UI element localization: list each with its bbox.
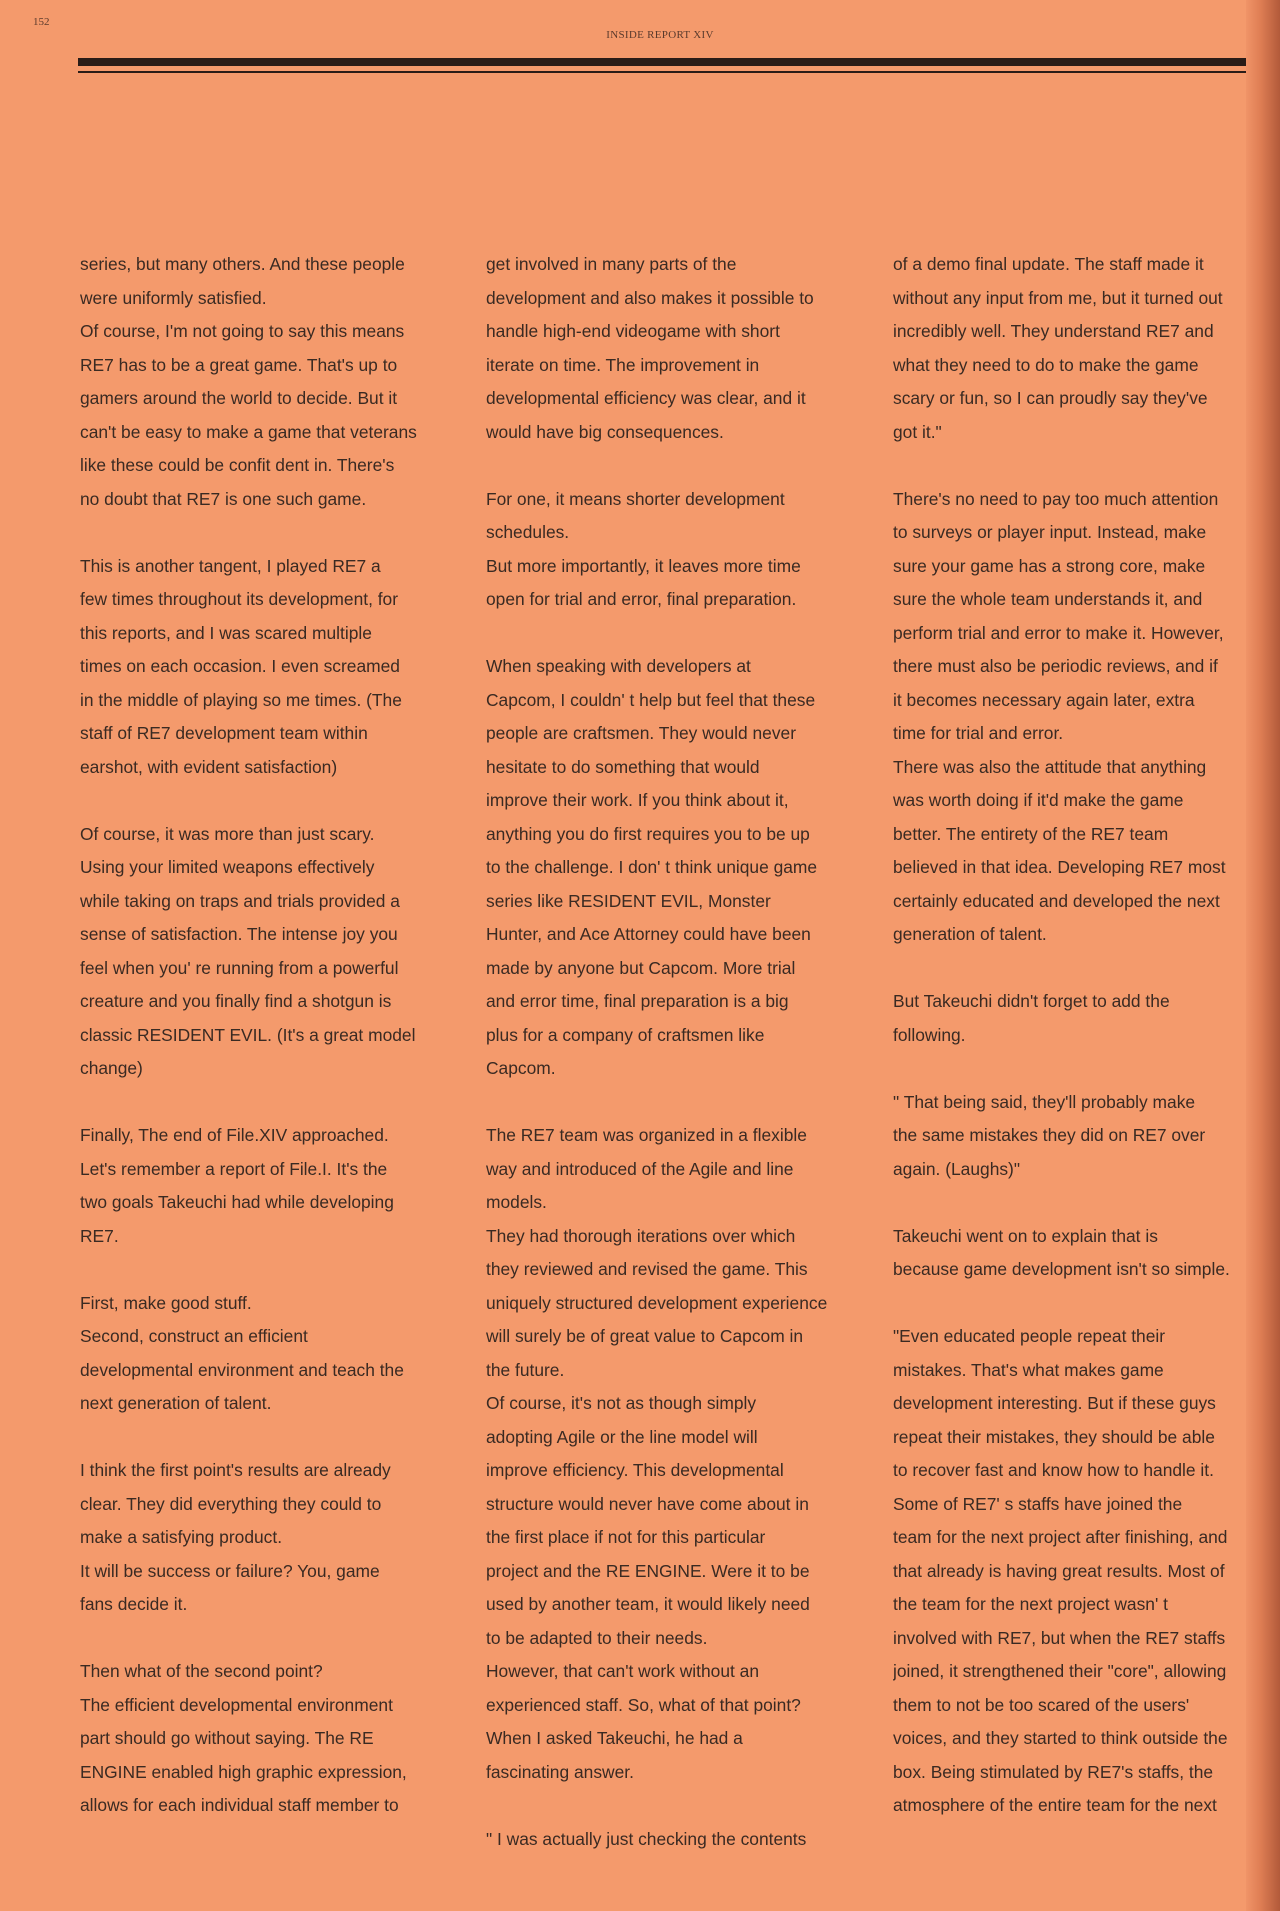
text-line: make a satisfying product. (80, 1527, 283, 1547)
text-line: Let's remember a report of File.I. It's the (80, 1158, 388, 1179)
text-line: Capcom, I couldn' t help but feel that these (486, 689, 816, 710)
text-line: When I asked Takeuchi, he had a (486, 1728, 743, 1748)
text-line: was worth doing if it'd make the game (893, 790, 1184, 810)
text-line: sure your game has a strong core, make (893, 555, 1206, 576)
text-line: to recover fast and know how to handle it. (893, 1460, 1214, 1480)
paragraph-gap (80, 1622, 442, 1656)
text-line: Using your limited weapons effectively (80, 857, 375, 877)
text-line: sure the whole team understands it, and (893, 589, 1203, 609)
text-column-2 (486, 248, 848, 1856)
text-line: without any input from me, but it turned out (893, 287, 1223, 308)
text-line: Takeuchi went on to explain that is (893, 1225, 1158, 1246)
text-line: there must also be periodic reviews, and if (893, 656, 1218, 676)
text-line: project and the RE ENGINE. Were it to be (486, 1560, 810, 1581)
text-line: believed in that idea. Developing RE7 most (893, 857, 1226, 877)
text-line: change) (80, 1058, 143, 1078)
text-line: "Even educated people repeat their (893, 1326, 1166, 1346)
paragraph-gap (893, 1186, 1246, 1220)
text-line: to surveys or player input. Instead, make (893, 522, 1207, 542)
text-line: joined, it strengthened their "core", allowing (893, 1661, 1227, 1681)
page-number: 152 (33, 16, 50, 28)
text-line: them to not be too scared of the users' (893, 1694, 1190, 1715)
text-line: earshot, with evident satisfaction) (80, 756, 338, 777)
text-line: voices, and they started to think outside the (893, 1728, 1228, 1748)
text-line: like these could be confit dent in. There's (80, 455, 395, 475)
text-line: time for trial and error. (893, 723, 1064, 743)
text-line: in the middle of playing so me times. (The (80, 689, 402, 710)
text-line: this reports, and I was scared multiple (80, 622, 372, 643)
text-line: However, that can't work without an (486, 1661, 760, 1681)
paragraph-gap (486, 617, 848, 651)
text-line: while taking on traps and trials provided a (80, 890, 400, 911)
paragraph-gap (80, 1253, 442, 1287)
text-line: to the challenge. I don' t think unique game (486, 857, 818, 877)
text-line: Of course, I'm not going to say this means (80, 321, 405, 341)
text-line: the first place if not for this particular (486, 1527, 766, 1547)
text-line: few times throughout its development, for (80, 589, 399, 609)
text-line: models. (486, 1192, 547, 1212)
text-line: There was also the attitude that anything (893, 756, 1207, 777)
text-line: The efficient developmental environment (80, 1694, 393, 1715)
text-line: anything you do first requires you to be up (486, 823, 810, 844)
text-line: creature and you finally find a shotgun is (80, 991, 392, 1011)
text-line: This is another tangent, I played RE7 a (80, 555, 381, 576)
text-line: that already is having great results. Most of (893, 1560, 1225, 1581)
text-line: two goals Takeuchi had while developing (80, 1192, 394, 1212)
text-line: were uniformly satisfied. (80, 287, 267, 308)
header-rule-thin (78, 71, 1246, 73)
text-line: uniquely structured development experience (486, 1292, 828, 1313)
paragraph-gap (80, 1421, 442, 1455)
text-line: Finally, The end of File.XIV approached. (80, 1125, 389, 1145)
text-line: adopting Agile or the line model will (486, 1426, 758, 1447)
text-line: The RE7 team was organized in a flexible (486, 1125, 807, 1145)
text-line: classic RESIDENT EVIL. (It's a great model (80, 1024, 416, 1045)
text-line: scary or fun, so I can proudly say they've (893, 388, 1208, 408)
paragraph-gap (893, 1287, 1246, 1321)
text-column-1 (80, 248, 442, 1823)
text-line: Second, construct an efficient (80, 1326, 308, 1346)
text-line: " That being said, they'll probably make (893, 1091, 1196, 1112)
text-line: certainly educated and developed the next (893, 890, 1220, 911)
text-line: will surely be of great value to Capcom in (486, 1326, 804, 1346)
text-line: because game development isn't so simple. (893, 1259, 1230, 1279)
text-line: I think the first point's results are already (80, 1460, 391, 1480)
text-line: improve their work. If you think about it, (486, 790, 789, 810)
text-line: no doubt that RE7 is one such game. (80, 488, 367, 509)
text-line: perform trial and error to make it. However, (893, 622, 1224, 643)
text-line: feel when you' re running from a powerful (80, 957, 399, 978)
text-line: iterate on time. The improvement in (486, 354, 760, 375)
text-line: sense of satisfaction. The intense joy you (80, 924, 398, 944)
text-line: clear. They did everything they could to (80, 1493, 382, 1514)
text-line: plus for a company of craftsmen like (486, 1024, 765, 1045)
paragraph-gap (486, 449, 848, 483)
text-line: There's no need to pay too much attention (893, 488, 1219, 509)
text-line: would have big consequences. (486, 421, 724, 442)
text-line: of a demo final update. The staff made it (893, 254, 1204, 274)
running-header: INSIDE REPORT XIV (606, 29, 714, 41)
text-line: what they need to do to make the game (893, 354, 1199, 375)
text-line: following. (893, 1024, 966, 1045)
text-line: handle high-end videogame with short (486, 321, 780, 341)
paragraph-gap (893, 1052, 1246, 1086)
text-line: Capcom. (486, 1058, 556, 1078)
text-line: again. (Laughs)" (893, 1158, 1021, 1179)
paragraph-gap (486, 1789, 848, 1823)
text-line: can't be easy to make a game that veterans (80, 421, 417, 442)
text-line: Then what of the second point? (80, 1661, 323, 1681)
text-line: When speaking with developers at (486, 656, 751, 676)
text-line: better. The entirety of the RE7 team (893, 823, 1169, 844)
text-line: improve efficiency. This developmental (486, 1460, 784, 1480)
text-line: It will be success or failure? You, game (80, 1560, 380, 1581)
text-line: developmental efficiency was clear, and it (486, 388, 806, 408)
text-line: ENGINE enabled high graphic expression, (80, 1761, 407, 1782)
text-line: team for the next project after finishing, and (893, 1527, 1228, 1547)
text-column-3 (893, 248, 1246, 1823)
text-line: they reviewed and revised the game. This (486, 1259, 808, 1279)
text-line: repeat their mistakes, they should be able (893, 1426, 1215, 1447)
text-line: RE7. (80, 1225, 119, 1246)
text-line: it becomes necessary again later, extra (893, 689, 1195, 710)
text-line: open for trial and error, final preparation. (486, 589, 797, 609)
text-line: box. Being stimulated by RE7's staffs, the (893, 1761, 1214, 1782)
text-line: atmosphere of the entire team for the next (893, 1795, 1217, 1815)
text-line: For one, it means shorter development (486, 488, 785, 509)
text-line: the same mistakes they did on RE7 over (893, 1125, 1206, 1145)
text-line: part should go without saying. The RE (80, 1728, 374, 1748)
text-line: development and also makes it possible to (486, 287, 814, 308)
paragraph-gap (80, 784, 442, 818)
text-line: Hunter, and Ace Attorney could have been (486, 924, 811, 944)
text-line: got it." (893, 421, 942, 442)
text-line: used by another team, it would likely need (486, 1594, 810, 1614)
text-line: people are craftsmen. They would never (486, 723, 796, 743)
text-line: series like RESIDENT EVIL, Monster (486, 890, 771, 911)
text-line: the team for the next project wasn' t (893, 1594, 1168, 1614)
text-line: get involved in many parts of the (486, 254, 737, 274)
paragraph-gap (486, 1086, 848, 1120)
text-line: development interesting. But if these guys (893, 1393, 1216, 1413)
text-line: involved with RE7, but when the RE7 staffs (893, 1627, 1226, 1648)
text-line: made by anyone but Capcom. More trial (486, 957, 796, 978)
text-line: experienced staff. So, what of that point? (486, 1694, 801, 1715)
text-line: Of course, it was more than just scary. (80, 823, 375, 844)
text-line: the future. (486, 1359, 565, 1380)
text-line: Some of RE7' s staffs have joined the (893, 1493, 1183, 1514)
page-edge-shadow (1246, 0, 1280, 1911)
text-line: next generation of talent. (80, 1393, 272, 1413)
text-line: staff of RE7 development team within (80, 723, 368, 743)
text-line: First, make good stuff. (80, 1292, 252, 1313)
text-line: fans decide it. (80, 1594, 188, 1614)
text-line: gamers around the world to decide. But it (80, 388, 398, 408)
paragraph-gap (80, 516, 442, 550)
text-line: But Takeuchi didn't forget to add the (893, 991, 1170, 1011)
text-line: " I was actually just checking the contents (486, 1828, 807, 1849)
text-line: schedules. (486, 522, 570, 542)
text-line: allows for each individual staff member to (80, 1795, 399, 1815)
text-line: and error time, final preparation is a big (486, 991, 789, 1011)
paragraph-gap (80, 1086, 442, 1120)
text-line: Of course, it's not as though simply (486, 1393, 757, 1413)
text-line: series, but many others. And these people (80, 254, 405, 274)
text-line: to be adapted to their needs. (486, 1627, 708, 1648)
paragraph-gap (893, 449, 1246, 483)
text-line: But more importantly, it leaves more time (486, 555, 801, 576)
text-line: incredibly well. They understand RE7 and (893, 321, 1214, 341)
text-line: hesitate to do something that would (486, 756, 760, 777)
text-line: They had thorough iterations over which (486, 1225, 796, 1246)
text-line: developmental environment and teach the (80, 1359, 404, 1380)
text-line: times on each occasion. I even screamed (80, 656, 400, 676)
header-rule-thick (78, 58, 1246, 66)
text-line: way and introduced of the Agile and line (486, 1158, 794, 1179)
text-line: RE7 has to be a great game. That's up to (80, 354, 398, 375)
text-line: fascinating answer. (486, 1761, 634, 1782)
text-line: structure would never have come about in (486, 1493, 809, 1514)
paragraph-gap (893, 952, 1246, 986)
text-line: mistakes. That's what makes game (893, 1359, 1164, 1380)
text-line: generation of talent. (893, 924, 1047, 944)
